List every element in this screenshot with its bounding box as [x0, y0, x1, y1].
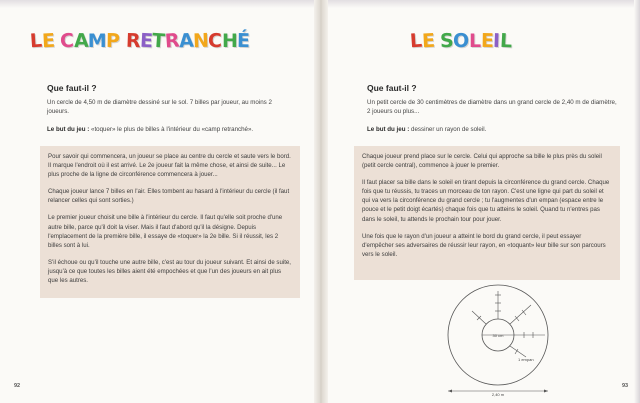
title-letter: L [29, 29, 43, 53]
title-letter: E [41, 29, 55, 53]
right-page [328, 0, 634, 403]
title-letter: R [163, 29, 180, 53]
title-letter: É [237, 29, 251, 53]
right-goal-text: dessiner un rayon de soleil. [409, 126, 487, 133]
inner-diameter-label: 30 cm [492, 333, 504, 338]
left-rule-paragraph: S'il échoue ou qu'il touche une autre bille, c'est au tour du joueur suivant. Et ainsi de suite, jusqu'à ce que toutes les billes aient été empochées et que l'un des joueurs en ait plus que les autres. [48, 258, 291, 285]
title-letter: C [208, 29, 223, 53]
left-rule-paragraph: Pour savoir qui commencera, un joueur se place au centre du cercle et saute vers le bord. Il marque l'endroit où il est arrivé. Le 2e joueur fait la même chose, et ainsi de suite... Le plus proche de la ligne de circonférence commencera à jouer... [48, 153, 291, 179]
arrow-left-icon [448, 390, 452, 393]
title-letter: E [421, 29, 435, 53]
title-letter: I [492, 29, 500, 53]
right-page-number: 93 [622, 383, 629, 389]
book-gutter [314, 0, 328, 403]
right-needs-text: Un petit cercle de 30 centimètres de diamètre dans un grand cercle de 2,40 m de diamètre, 2 joueurs ou plus... [367, 99, 617, 116]
title-letter: L [409, 29, 423, 53]
title-letter: A [73, 29, 88, 53]
left-goal [47, 125, 297, 134]
page-right-edge [634, 0, 640, 403]
ray-line [510, 346, 526, 357]
left-rule-paragraph: Chaque joueur lance 7 billes en l'air. Elles tombent au hasard à l'intérieur du cercle (il faut relancer celles qui sont sorties.) [48, 188, 290, 205]
left-rule-paragraph: Le premier joueur choisit une bille à l'intérieur du cercle. Il faut qu'elle soit proche d'une autre bille, parce qu'il doit la viser. Mais il faut d'abord qu'il la désigne. Depuis l'emplacement de la première bille, il essaye de «toquer» la 2e bille. Si il réussit, les 2 billes sont à lui. [48, 214, 283, 249]
title-letter: P [105, 29, 120, 53]
left-page [0, 0, 314, 403]
right-rule-paragraph: Chaque joueur prend place sur le cercle. Celui qui approche sa bille le plus près du soleil (petit cercle central), commence à jouer le premier. [362, 153, 602, 170]
title-letter: N [192, 29, 209, 53]
title-letter: C [59, 29, 74, 53]
left-page-title [30, 30, 250, 52]
right-goal [367, 125, 617, 134]
outer-diameter-label: 2,40 m [491, 392, 505, 397]
arrow-right-icon [544, 390, 548, 393]
title-letter: E [480, 29, 494, 53]
title-letter: L [468, 30, 481, 52]
right-rule-paragraph: Il faut placer sa bille dans le soleil en tirant depuis la circonférence du grand cercle. Chaque fois que tu réussis, tu traces un morceau de ton rayon. C'est une ligne qui part du soleil et qui va vers la circonférence du grand cercle ; tu l'augmentes d'un empan (espace entre le pouce et le petit doigt écartés) chaque fois que tu atteins le soleil. Quand tu n'entres pas dans le soleil, tu attends le prochain tour pour jouer. [362, 179, 610, 223]
title-letter: M [87, 30, 107, 52]
right-rules-box [354, 146, 620, 280]
left-goal-label: Le but du jeu : [47, 126, 90, 133]
left-rules-box [40, 146, 300, 298]
title-letter: T [151, 29, 166, 53]
title-letter: L [499, 29, 512, 53]
right-heading: Que faut-il ? [367, 83, 417, 93]
title-letter: O [453, 29, 470, 53]
right-goal-label: Le but du jeu : [367, 126, 410, 133]
title-letter: S [439, 29, 454, 53]
left-goal-text: «toquer» le plus de billes à l'intérieur du «camp retranché». [89, 126, 254, 133]
left-needs-text: Un cercle de 4,50 m de diamètre dessiné sur le sol. 7 billes par joueur, au moins 2 joueurs. [47, 99, 272, 116]
right-page-title [410, 30, 511, 52]
title-letter: E [139, 29, 153, 53]
right-rule-paragraph: Une fois que le rayon d'un joueur a atteint le bord du grand cercle, il peut essayer d'empêcher ses adversaires de réussir leur rayon, en «toquant» leur bille sur son parcours vers le soleil. [362, 232, 606, 258]
left-heading: Que faut-il ? [47, 83, 97, 93]
ray-line [472, 311, 486, 324]
empan-label: 1 empan [518, 357, 534, 362]
title-letter: A [178, 29, 194, 53]
ray-line [510, 305, 531, 324]
soleil-diagram [418, 283, 578, 398]
title-letter: R [125, 29, 141, 53]
left-page-number: 92 [14, 383, 21, 389]
title-letter: H [221, 30, 238, 52]
